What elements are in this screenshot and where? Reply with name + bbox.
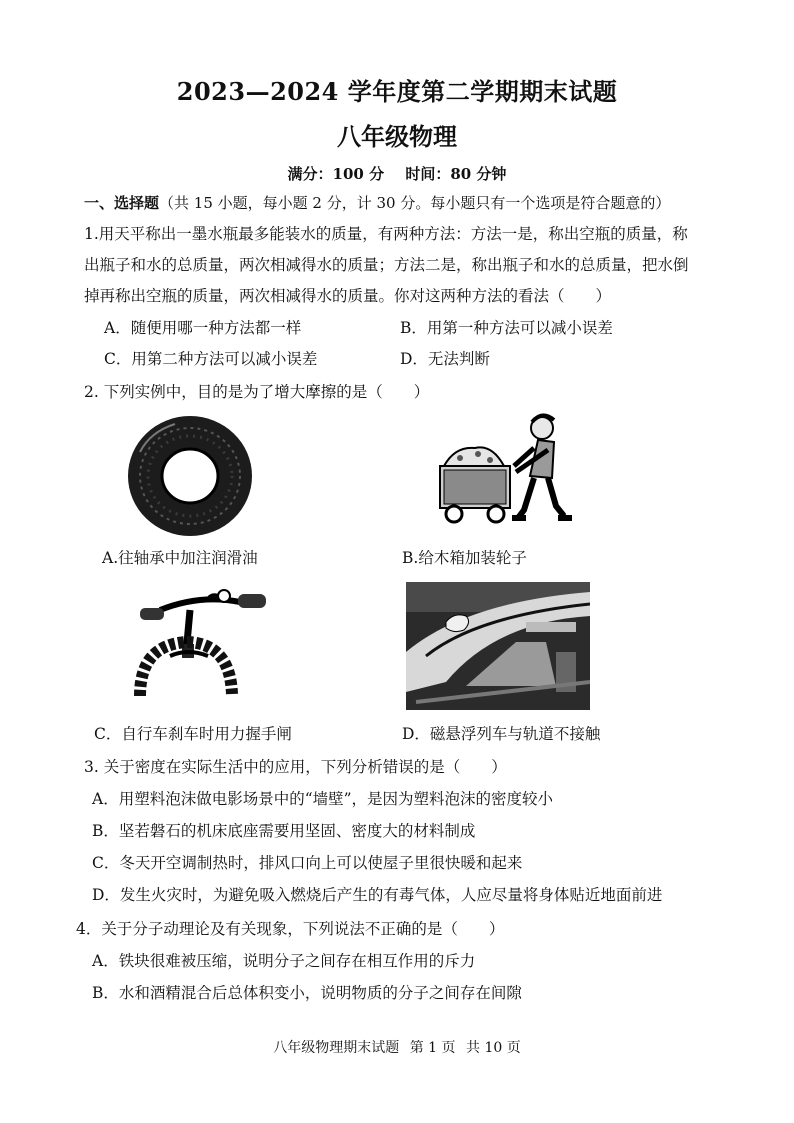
q3-stem: 3. 关于密度在实际生活中的应用，下列分析错误的是（ ）	[84, 758, 507, 776]
bearing-figure	[120, 412, 260, 540]
page-subtitle: 八年级物理	[337, 122, 457, 151]
q2-option-a: A.往轴承中加注润滑油	[102, 549, 258, 567]
q4-option-b: B．水和酒精混合后总体积变小，说明物质的分子之间存在间隙	[92, 984, 522, 1002]
q4-option-a: A．铁块很难被压缩，说明分子之间存在相互作用的斥力	[92, 952, 476, 970]
q3-option-b: B．坚若磐石的机床底座需要用坚固、密度大的材料制成	[92, 822, 476, 840]
q2-option-b: B.给木箱加装轮子	[402, 549, 527, 567]
section-heading	[84, 192, 764, 213]
cart-figure	[430, 406, 580, 536]
maglev-train-figure	[406, 582, 590, 710]
q1-line1: 1.用天平称出一墨水瓶最多能装水的质量，有两种方法：方法一是，称出空瓶的质量，称	[84, 225, 688, 243]
q1-option-c: C．用第二种方法可以减小误差	[104, 350, 318, 368]
exam-time: 时间：80 分钟	[405, 165, 507, 183]
q2-option-c: C．自行车刹车时用力握手闸	[94, 725, 292, 743]
page-footer	[0, 1037, 794, 1057]
bicycle-brake-figure	[120, 584, 280, 702]
footer-exam-name: 八年级物理期末试题	[273, 1040, 400, 1056]
footer-total-pages: 共 10 页	[466, 1040, 521, 1056]
q4-stem: 4．关于分子动理论及有关现象，下列说法不正确的是（ ）	[76, 920, 505, 938]
footer-page-number: 第 1 页	[409, 1040, 456, 1056]
q2-option-d: D．磁悬浮列车与轨道不接触	[402, 725, 601, 743]
q1-line2: 出瓶子和水的总质量，两次相减得水的质量；方法二是，称出瓶子和水的总质量，把水倒	[84, 256, 689, 274]
page-title: 2023—2024 学年度第二学期期末试题	[176, 77, 618, 106]
q1-line3: 掉再称出空瓶的质量，两次相减得水的质量。你对这两种方法的看法（ ）	[84, 287, 612, 305]
exam-meta	[0, 163, 794, 184]
full-score: 满分：100 分	[287, 165, 385, 183]
q3-option-d: D．发生火灾时，为避免吸入燃烧后产生的有毒气体，人应尽量将身体贴近地面前进	[92, 886, 663, 904]
q1-option-a: A．随便用哪一种方法都一样	[104, 319, 302, 337]
section-title: 一、选择题	[84, 194, 160, 212]
section-note: （共 15 小题，每小题 2 分，计 30 分。每小题只有一个选项是符合题意的）	[159, 194, 671, 212]
q3-option-a: A．用塑料泡沫做电影场景中的“墙壁”，是因为塑料泡沫的密度较小	[92, 790, 554, 808]
q1-option-d: D．无法判断	[400, 350, 490, 368]
q2-stem: 2. 下列实例中，目的是为了增大摩擦的是（ ）	[84, 383, 430, 401]
q1-option-b: B．用第一种方法可以减小误差	[400, 319, 613, 337]
q3-option-c: C．冬天开空调制热时，排风口向上可以使屋子里很快暖和起来	[92, 854, 523, 872]
